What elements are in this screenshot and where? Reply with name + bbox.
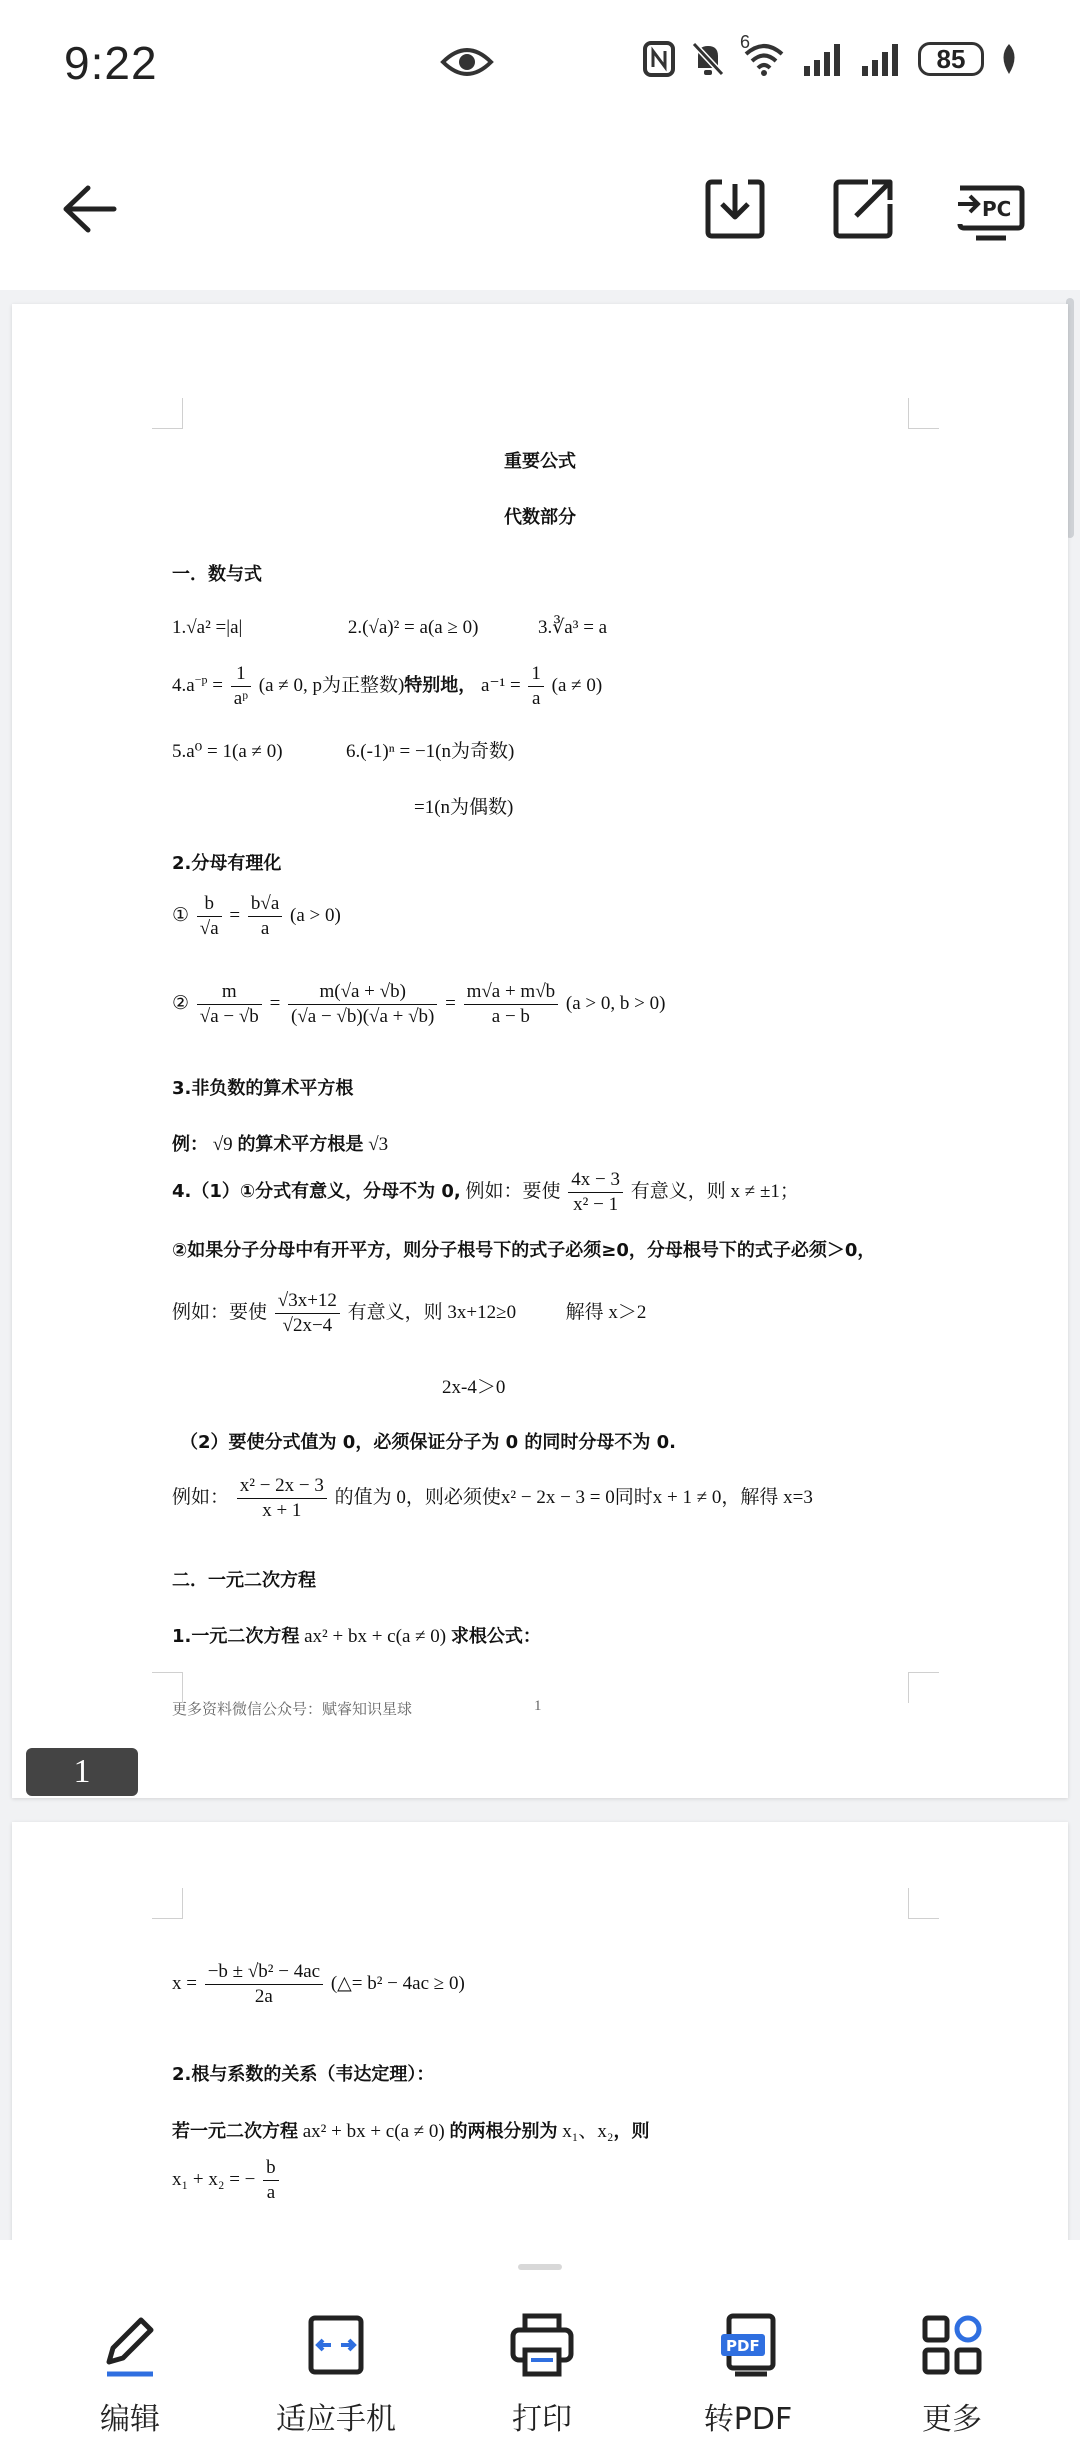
printer-icon xyxy=(507,2310,577,2380)
document-page-2 xyxy=(12,1822,1068,2282)
pc-cast-icon[interactable] xyxy=(956,174,1026,244)
edit-label: 编辑 xyxy=(100,2402,160,2437)
pc-label: PC xyxy=(982,197,1012,221)
nfc-icon xyxy=(642,40,676,78)
numerator: x² − 2x − 3 xyxy=(237,1474,327,1499)
crop-mark xyxy=(908,1888,939,1919)
rule-line-3: （2）要使分式值为 0，必须保证分子为 0 的同时分母不为 0. xyxy=(180,1432,676,1453)
denominator: √a − √b xyxy=(199,1006,259,1027)
rule-line-2: ②如果分子分母中有开平方，则分子根号下的式子必须≥0，分母根号下的式子必须＞0， xyxy=(172,1240,876,1261)
example-text: 解得 x＞2 xyxy=(565,1301,647,1323)
expr: x = xyxy=(172,1972,197,1994)
formula-line xyxy=(172,616,607,639)
more-grid-icon xyxy=(917,2310,987,2380)
formula-2: 2.(√a)² = a(a ≥ 0) xyxy=(347,617,479,638)
fraction xyxy=(248,892,282,941)
denominator: √2x−4 xyxy=(282,1315,333,1336)
footer-page-number: 1 xyxy=(534,1698,542,1714)
denominator: 2a xyxy=(254,1986,273,2007)
rationalize-1 xyxy=(172,892,341,941)
crop-mark xyxy=(152,1888,183,1919)
denominator: a xyxy=(266,2182,276,2203)
example-label: 例： xyxy=(172,1134,208,1155)
denominator: √a xyxy=(199,918,219,939)
expr: √3 xyxy=(368,1134,389,1155)
text: 的两根分别为 xyxy=(449,2121,558,2142)
signal-icon-2 xyxy=(860,42,904,76)
bottom-action-bar xyxy=(0,2240,1080,2438)
formula-4-mid: (a ≠ 0, p为正整数) xyxy=(258,674,405,696)
status-bar xyxy=(0,0,1080,130)
denominator: a − b xyxy=(491,1006,530,1027)
expr: x ≠ ±1； xyxy=(730,1180,799,1202)
denominator: x² − 1 xyxy=(573,1194,619,1215)
example-line xyxy=(172,1130,388,1156)
status-icons xyxy=(642,32,1020,78)
expr: ax² + bx + c(a ≠ 0) xyxy=(304,1626,447,1647)
formula-5: 5.a⁰ = 1(a ≠ 0) xyxy=(172,741,283,762)
page-number-badge: 1 xyxy=(26,1748,138,1796)
footer-note: 更多资料微信公众号：赋睿知识星球 xyxy=(172,1700,413,1718)
numerator: m xyxy=(197,980,262,1005)
section-heading: 2.根与系数的关系（韦达定理）： xyxy=(172,2064,435,2085)
expr: x₁ + x₂ = − xyxy=(172,2168,256,2190)
text: 求根公式： xyxy=(450,1626,541,1647)
top-toolbar xyxy=(0,130,1080,290)
fit-screen-icon xyxy=(301,2310,371,2380)
wifi-icon xyxy=(740,32,788,78)
eye-icon xyxy=(440,42,494,87)
pdf-label: 转PDF xyxy=(703,2402,793,2437)
equals: = xyxy=(229,904,241,926)
formula-4-sup: −p xyxy=(194,672,208,687)
section-heading: 一．数与式 xyxy=(172,564,262,585)
rule-text: 有意义，则 xyxy=(630,1180,726,1202)
fraction xyxy=(197,892,222,941)
crop-mark xyxy=(908,398,939,429)
crop-mark xyxy=(152,398,183,429)
status-time: 9:22 xyxy=(64,37,158,89)
fraction xyxy=(197,980,262,1029)
document-page-1 xyxy=(12,304,1068,1798)
formula-4-tail: a⁻¹ = xyxy=(481,674,521,696)
fraction xyxy=(568,1168,623,1217)
condition: (△= b² − 4ac ≥ 0) xyxy=(330,1972,465,1994)
expr: √9 xyxy=(212,1134,233,1155)
denominator: aᵖ xyxy=(233,688,249,709)
print-label: 打印 xyxy=(512,2402,572,2437)
denominator: (√a − √b)(√a + √b) xyxy=(291,1006,435,1027)
numerator: −b ± √b² − 4ac xyxy=(205,1960,323,1985)
formula-4-bold: 特别地， xyxy=(404,674,477,696)
example-label: 例如： xyxy=(172,1486,230,1508)
to-pdf-button[interactable] xyxy=(648,2310,848,2438)
pdf-icon xyxy=(713,2310,783,2380)
example-text: 的算术平方根是 xyxy=(237,1134,364,1155)
quadratic-formula xyxy=(172,1960,465,2009)
formula-6-cont: =1(n为偶数) xyxy=(414,797,514,818)
formula-1: 1.√a² =|a| xyxy=(172,617,243,638)
text: 1.一元二次方程 xyxy=(172,1626,300,1647)
rule-text: 4.（1）①分式有意义，分母不为 0, xyxy=(172,1180,461,1202)
mute-bell-icon xyxy=(690,40,726,78)
fraction xyxy=(288,980,437,1029)
numerator: 1 xyxy=(528,662,544,687)
example-line xyxy=(172,1474,813,1523)
section-heading: 2.分母有理化 xyxy=(172,853,282,874)
denominator: x + 1 xyxy=(262,1500,302,1521)
network-type: 6 xyxy=(740,32,751,52)
download-icon[interactable] xyxy=(700,174,770,244)
formula-4-eq: = xyxy=(212,674,223,696)
expr: x₁、x₂ xyxy=(562,2121,614,2142)
numerator: m(√a + √b) xyxy=(288,980,437,1005)
share-icon[interactable] xyxy=(828,174,898,244)
circle-mark: ② xyxy=(172,992,190,1014)
fraction xyxy=(231,662,251,711)
formula-line xyxy=(172,736,514,763)
denominator: a xyxy=(531,688,541,709)
formula-4-pre: 4.a xyxy=(172,674,195,696)
fraction xyxy=(205,1960,323,2009)
numerator: b xyxy=(197,892,222,917)
condition: (a > 0) xyxy=(290,904,341,926)
example-line xyxy=(172,1289,646,1338)
back-arrow-icon[interactable] xyxy=(56,174,126,244)
print-button[interactable] xyxy=(442,2310,642,2438)
numerator: b xyxy=(263,2156,279,2181)
fraction xyxy=(275,1289,340,1338)
example-text: 有意义，则 3x+12≥0 xyxy=(347,1301,517,1323)
vieta-formula xyxy=(172,2156,282,2205)
formula-6: 6.(-1)ⁿ = −1(n为奇数) xyxy=(346,741,515,762)
rule-text: 例如：要使 xyxy=(465,1180,561,1202)
numerator: 1 xyxy=(231,662,251,687)
doc-title: 重要公式 xyxy=(504,451,576,472)
formula-line xyxy=(172,662,602,711)
condition: (a > 0, b > 0) xyxy=(565,992,666,1014)
formula-3: 3.∛a³ = a xyxy=(537,617,608,638)
example-cont: 2x-4＞0 xyxy=(442,1377,506,1398)
section-heading: 3.非负数的算术平方根 xyxy=(172,1078,354,1099)
numerator: m√a + m√b xyxy=(464,980,559,1005)
more-button[interactable] xyxy=(852,2310,1052,2438)
vieta-line xyxy=(172,2116,650,2143)
fit-label: 适应手机 xyxy=(276,2402,396,2437)
edit-button[interactable] xyxy=(30,2310,230,2438)
rule-line xyxy=(172,1168,799,1217)
rationalize-2: ② $\frac{m}{√a - √b}$ = $\frac{m(√a + √b)}{(√a - √b)(√a + √b)}$ = $\frac{m√a + m√b}{a - b}$ (a > 0, b > 0) xyxy=(172,981,666,1027)
crop-mark xyxy=(152,1672,183,1703)
numerator: 4x − 3 xyxy=(568,1168,623,1193)
denominator: a xyxy=(260,918,270,939)
pencil-icon xyxy=(95,2310,165,2380)
text: 若一元二次方程 xyxy=(172,2121,298,2142)
fit-phone-button[interactable] xyxy=(236,2310,436,2438)
circle-mark: ① xyxy=(172,904,190,926)
fraction xyxy=(237,1474,327,1523)
section-heading: 二．一元二次方程 xyxy=(172,1570,316,1591)
example-label: 例如：要使 xyxy=(172,1301,268,1323)
example-text: 的值为 0，则必须使x² − 2x − 3 = 0同时x + 1 ≠ 0，解得 x=3 xyxy=(334,1486,813,1508)
numerator: √3x+12 xyxy=(275,1289,340,1314)
more-label: 更多 xyxy=(922,2402,982,2437)
fraction xyxy=(464,980,559,1029)
fraction xyxy=(528,662,544,711)
leaf-icon xyxy=(998,42,1020,76)
expr: ax² + bx + c(a ≠ 0) xyxy=(302,2121,445,2142)
document-viewer[interactable] xyxy=(0,290,1080,2240)
fraction xyxy=(263,2156,279,2205)
signal-icon-1 xyxy=(802,42,846,76)
svg-text:PDF: PDF xyxy=(726,2337,760,2355)
numerator: b√a xyxy=(248,892,282,917)
formula-4-cond: (a ≠ 0) xyxy=(551,674,603,696)
formula-line xyxy=(172,1622,541,1648)
battery-indicator: 85 xyxy=(918,42,984,76)
drag-handle[interactable] xyxy=(518,2264,562,2270)
crop-mark xyxy=(908,1672,939,1703)
doc-subtitle: 代数部分 xyxy=(504,507,576,528)
text: ，则 xyxy=(613,2121,650,2142)
